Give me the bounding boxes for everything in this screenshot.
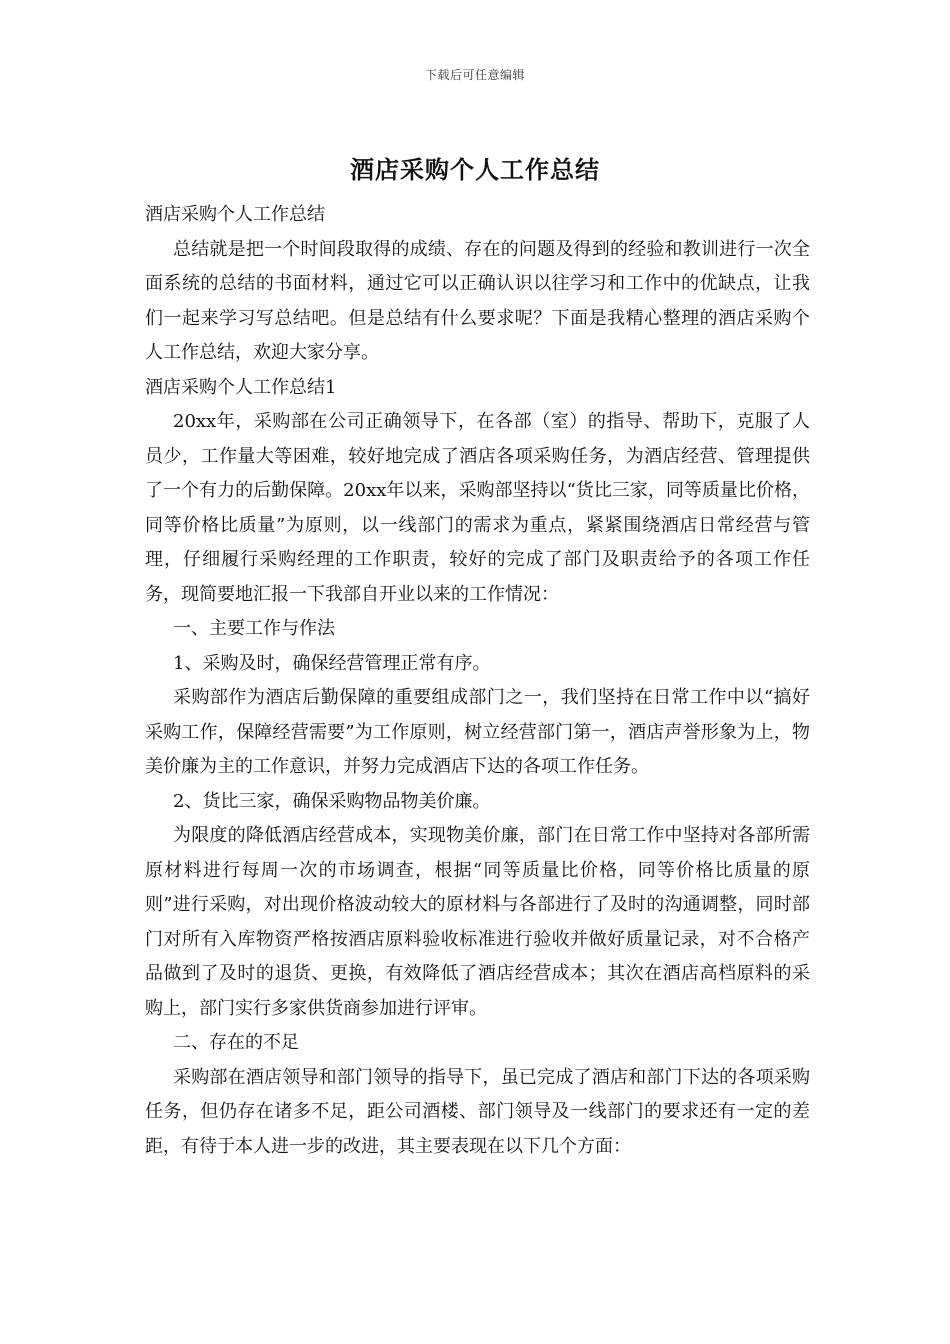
paragraph: 20xx年，采购部在公司正确领导下，在各部（室）的指导、帮助下，克服了人员少，工作量大等困难，较好地完成了酒店各项采购任务，为酒店经营、管理提供了一个有力的后勤保障。20xx年以来，采购部坚持以“货比三家，同等质量比价格，同等价格比质量”为原则，以一线部门的需求为重点，紧紧围绕酒店日常经营与管理，仔细履行采购经理的工作职责，较好的完成了部门及职责给予的各项工作任务，现简要地汇报一下我部自开业以来的工作情况：	[145, 411, 810, 605]
paragraph: 为限度的降低酒店经营成本，实现物美价廉，部门在日常工作中坚持对各部所需原材料进行每周一次的市场调查，根据“同等质量比价格，同等价格比质量的原则”进行采购，对出现价格波动较大的原材料与各部进行了及时的沟通调整，同时部门对所有入库物资严格按酒店原料验收标准进行验收并做好质量记录，对不合格产品做到了及时的退货、更换，有效降低了酒店经营成本；其次在酒店高档原料的采购上，部门实行多家供货商参加进行评审。	[145, 825, 810, 1019]
paragraph: 二、存在的不足	[173, 1032, 299, 1053]
paragraph: 总结就是把一个时间段取得的成绩、存在的问题及得到的经验和教训进行一次全面系统的总结的书面材料，通过它可以正确认识以往学习和工作中的优缺点，让我们一起来学习写总结吧。但是总结有什么要求呢？下面是我精心整理的酒店采购个人工作总结，欢迎大家分享。	[145, 238, 810, 363]
paragraph: 2、货比三家，确保采购物品物美价廉。	[173, 790, 491, 812]
paragraph: 酒店采购个人工作总结	[145, 204, 325, 225]
paragraph: 1、采购及时，确保经营管理正常有序。	[173, 652, 491, 674]
document-title: 酒店采购个人工作总结	[350, 155, 600, 184]
paragraph: 酒店采购个人工作总结1	[145, 376, 337, 398]
paragraph: 一、主要工作与作法	[173, 618, 335, 639]
paragraph: 采购部作为酒店后勤保障的重要组成部门之一，我们坚持在日常工作中以“搞好采购工作，保障经营需要”为工作原则，树立经营部门第一，酒店声誉形象为上，物美价廉为主的工作意识，并努力完成酒店下达的各项工作任务。	[145, 687, 810, 777]
document-body	[145, 198, 810, 1164]
paragraph: 采购部在酒店领导和部门领导的指导下，虽已完成了酒店和部门下达的各项采购任务，但仍存在诸多不足，距公司酒楼、部门领导及一线部门的要求还有一定的差距，有待于本人进一步的改进，其主要表现在以下几个方面：	[145, 1066, 810, 1157]
header-note: 下载后可任意编辑	[424, 68, 525, 82]
